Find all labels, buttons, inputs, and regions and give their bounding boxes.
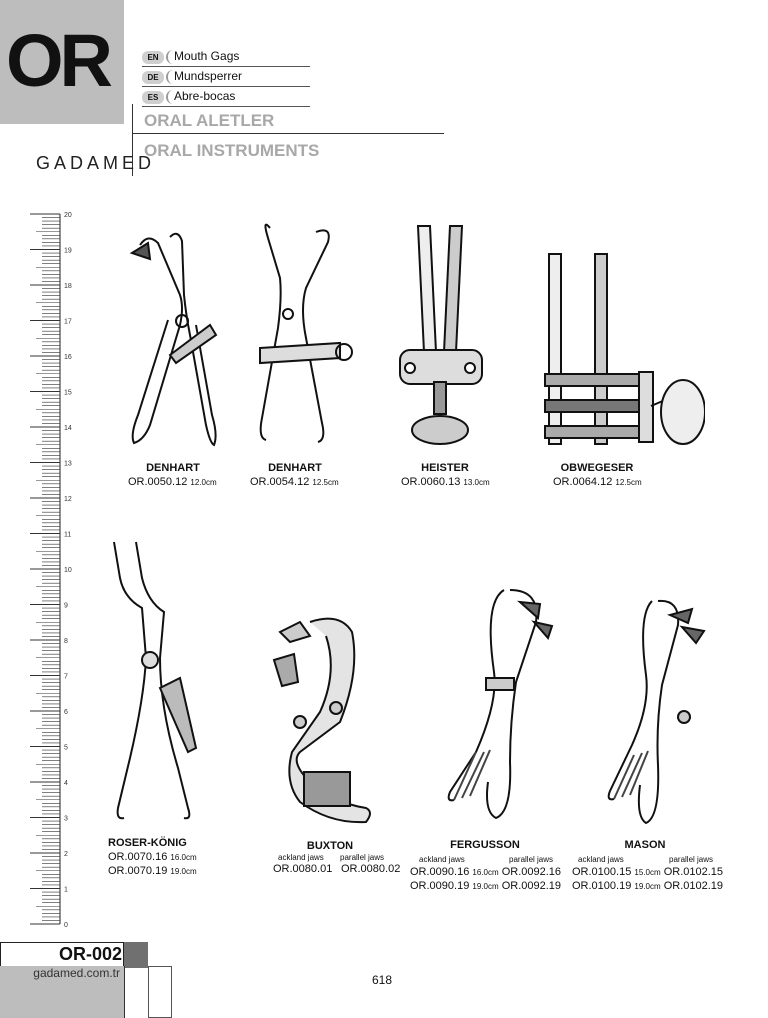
product-code-number: OR.0054.12: [250, 476, 310, 488]
product-code: [553, 476, 642, 488]
product-code-number: OR.0100.15: [572, 866, 632, 878]
ruler-label: 14: [64, 425, 72, 432]
ruler-label: 2: [64, 851, 68, 858]
product-code-number: OR.0060.13: [401, 476, 461, 488]
lang-label: Mouth Gags: [174, 49, 240, 63]
website-link[interactable]: gadamed.com.tr: [33, 966, 120, 980]
product-size: 15.0cm: [634, 868, 661, 877]
product-code: [108, 851, 197, 863]
jaw-type-label: ackland jaws: [578, 855, 624, 864]
denhart-gag-image: [110, 225, 230, 455]
lang-label: Abre-bocas: [174, 89, 236, 103]
product-name: DENHART: [146, 462, 200, 474]
product-name: OBWEGESER: [560, 462, 634, 474]
ruler-label: 3: [64, 815, 68, 823]
product-code-number: OR.0070.16: [108, 851, 168, 863]
product-code: [108, 865, 197, 877]
ruler-label: 0: [64, 922, 68, 929]
product-size: 19.0cm: [634, 882, 661, 891]
product-code: [128, 476, 217, 488]
product-code-number: OR.0102.19: [663, 880, 724, 892]
lang-tag: DE: [142, 71, 164, 84]
product-name: HEISTER: [421, 462, 469, 474]
jaw-type-label: parallel jaws: [669, 855, 714, 864]
ruler-label: 9: [64, 602, 68, 610]
jaw-type-label: parallel jaws: [509, 855, 554, 864]
product-size: 12.5cm: [615, 478, 642, 487]
product-name: DENHART: [268, 462, 322, 474]
jaw-type-label: parallel jaws: [340, 853, 385, 862]
roser-koenig-gag-image: [100, 538, 210, 828]
heister-gag-image: [390, 222, 490, 452]
ruler-label: 10: [64, 567, 72, 574]
product-size: 19.0cm: [472, 882, 499, 891]
ruler-label: 13: [64, 460, 72, 468]
footer-divider: [124, 966, 125, 1018]
product-name: ROSER-KÖNIG: [108, 837, 187, 849]
product-size: 13.0cm: [463, 478, 490, 487]
lang-row-es: [142, 88, 310, 107]
product-code-number: OR.0064.12: [553, 476, 613, 488]
cm-ruler: [30, 210, 75, 930]
ruler-label: 20: [64, 212, 72, 219]
product-code-number: OR.0050.12: [128, 476, 188, 488]
category-code: OR: [6, 19, 109, 102]
ruler-label: 11: [64, 531, 72, 539]
product-code: [410, 866, 561, 878]
product-code-number: OR.0092.19: [501, 880, 562, 892]
ruler-label: 8: [64, 638, 68, 645]
ruler-label: 4: [64, 780, 68, 787]
product-code: [250, 476, 339, 488]
lang-tag: ES: [142, 91, 164, 104]
header-divider-horizontal: [132, 133, 444, 134]
mason-gag-image: [600, 595, 720, 830]
page-number: 618: [372, 973, 393, 987]
ruler-label: 18: [64, 283, 72, 290]
footer-gray-block: [124, 942, 148, 968]
ruler-label: 6: [64, 709, 68, 716]
title-turkish: ORAL ALETLER: [144, 111, 275, 130]
lang-row-de: [142, 68, 310, 87]
product-code-number: OR.0070.19: [108, 865, 168, 877]
product-size: 19.0cm: [170, 867, 197, 876]
product-name: BUXTON: [306, 840, 354, 852]
product-code: [572, 880, 723, 892]
product-name: FERGUSSON: [450, 839, 520, 851]
brand-logo: GADAMED: [36, 153, 156, 173]
product-code-number: OR.0080.02: [341, 863, 401, 875]
product-size: 16.0cm: [472, 868, 499, 877]
product-code-number: OR.0102.15: [663, 866, 724, 878]
product-code-number: OR.0092.16: [501, 866, 562, 878]
product-code: [401, 476, 490, 488]
denhart-gag-2-image: [240, 218, 360, 453]
lang-label: Mundsperrer: [174, 69, 243, 83]
product-name: MASON: [624, 839, 666, 851]
obwegeser-gag-image: [535, 250, 705, 450]
ruler-label: 12: [64, 496, 72, 503]
fergusson-gag-image: [440, 582, 560, 827]
product-size: 16.0cm: [170, 853, 197, 862]
ruler-label: 16: [64, 354, 72, 361]
jaw-type-label: ackland jaws: [419, 855, 465, 864]
product-size: 12.5cm: [312, 478, 339, 487]
ruler-label: 7: [64, 673, 68, 681]
ruler-label: 15: [64, 389, 72, 397]
page-label: OR-002: [58, 944, 122, 964]
product-code-number: OR.0080.01: [273, 863, 333, 875]
product-size: 12.0cm: [190, 478, 217, 487]
ruler-label: 17: [64, 318, 72, 326]
product-code-number: OR.0100.19: [572, 880, 632, 892]
ruler-label: 5: [64, 744, 68, 752]
title-english: ORAL INSTRUMENTS: [144, 141, 320, 160]
product-code: [410, 880, 561, 892]
ruler-label: 1: [64, 886, 68, 894]
product-code: [572, 866, 723, 878]
product-code-number: OR.0090.16: [410, 866, 470, 878]
ruler-label: 19: [64, 247, 72, 255]
lang-row-en: [142, 48, 310, 67]
buxton-gag-image: [270, 612, 380, 832]
lang-tag: EN: [142, 51, 164, 64]
jaw-type-label: ackland jaws: [278, 853, 324, 862]
footer-white-block: [148, 966, 172, 1018]
product-code-number: OR.0090.19: [410, 880, 470, 892]
